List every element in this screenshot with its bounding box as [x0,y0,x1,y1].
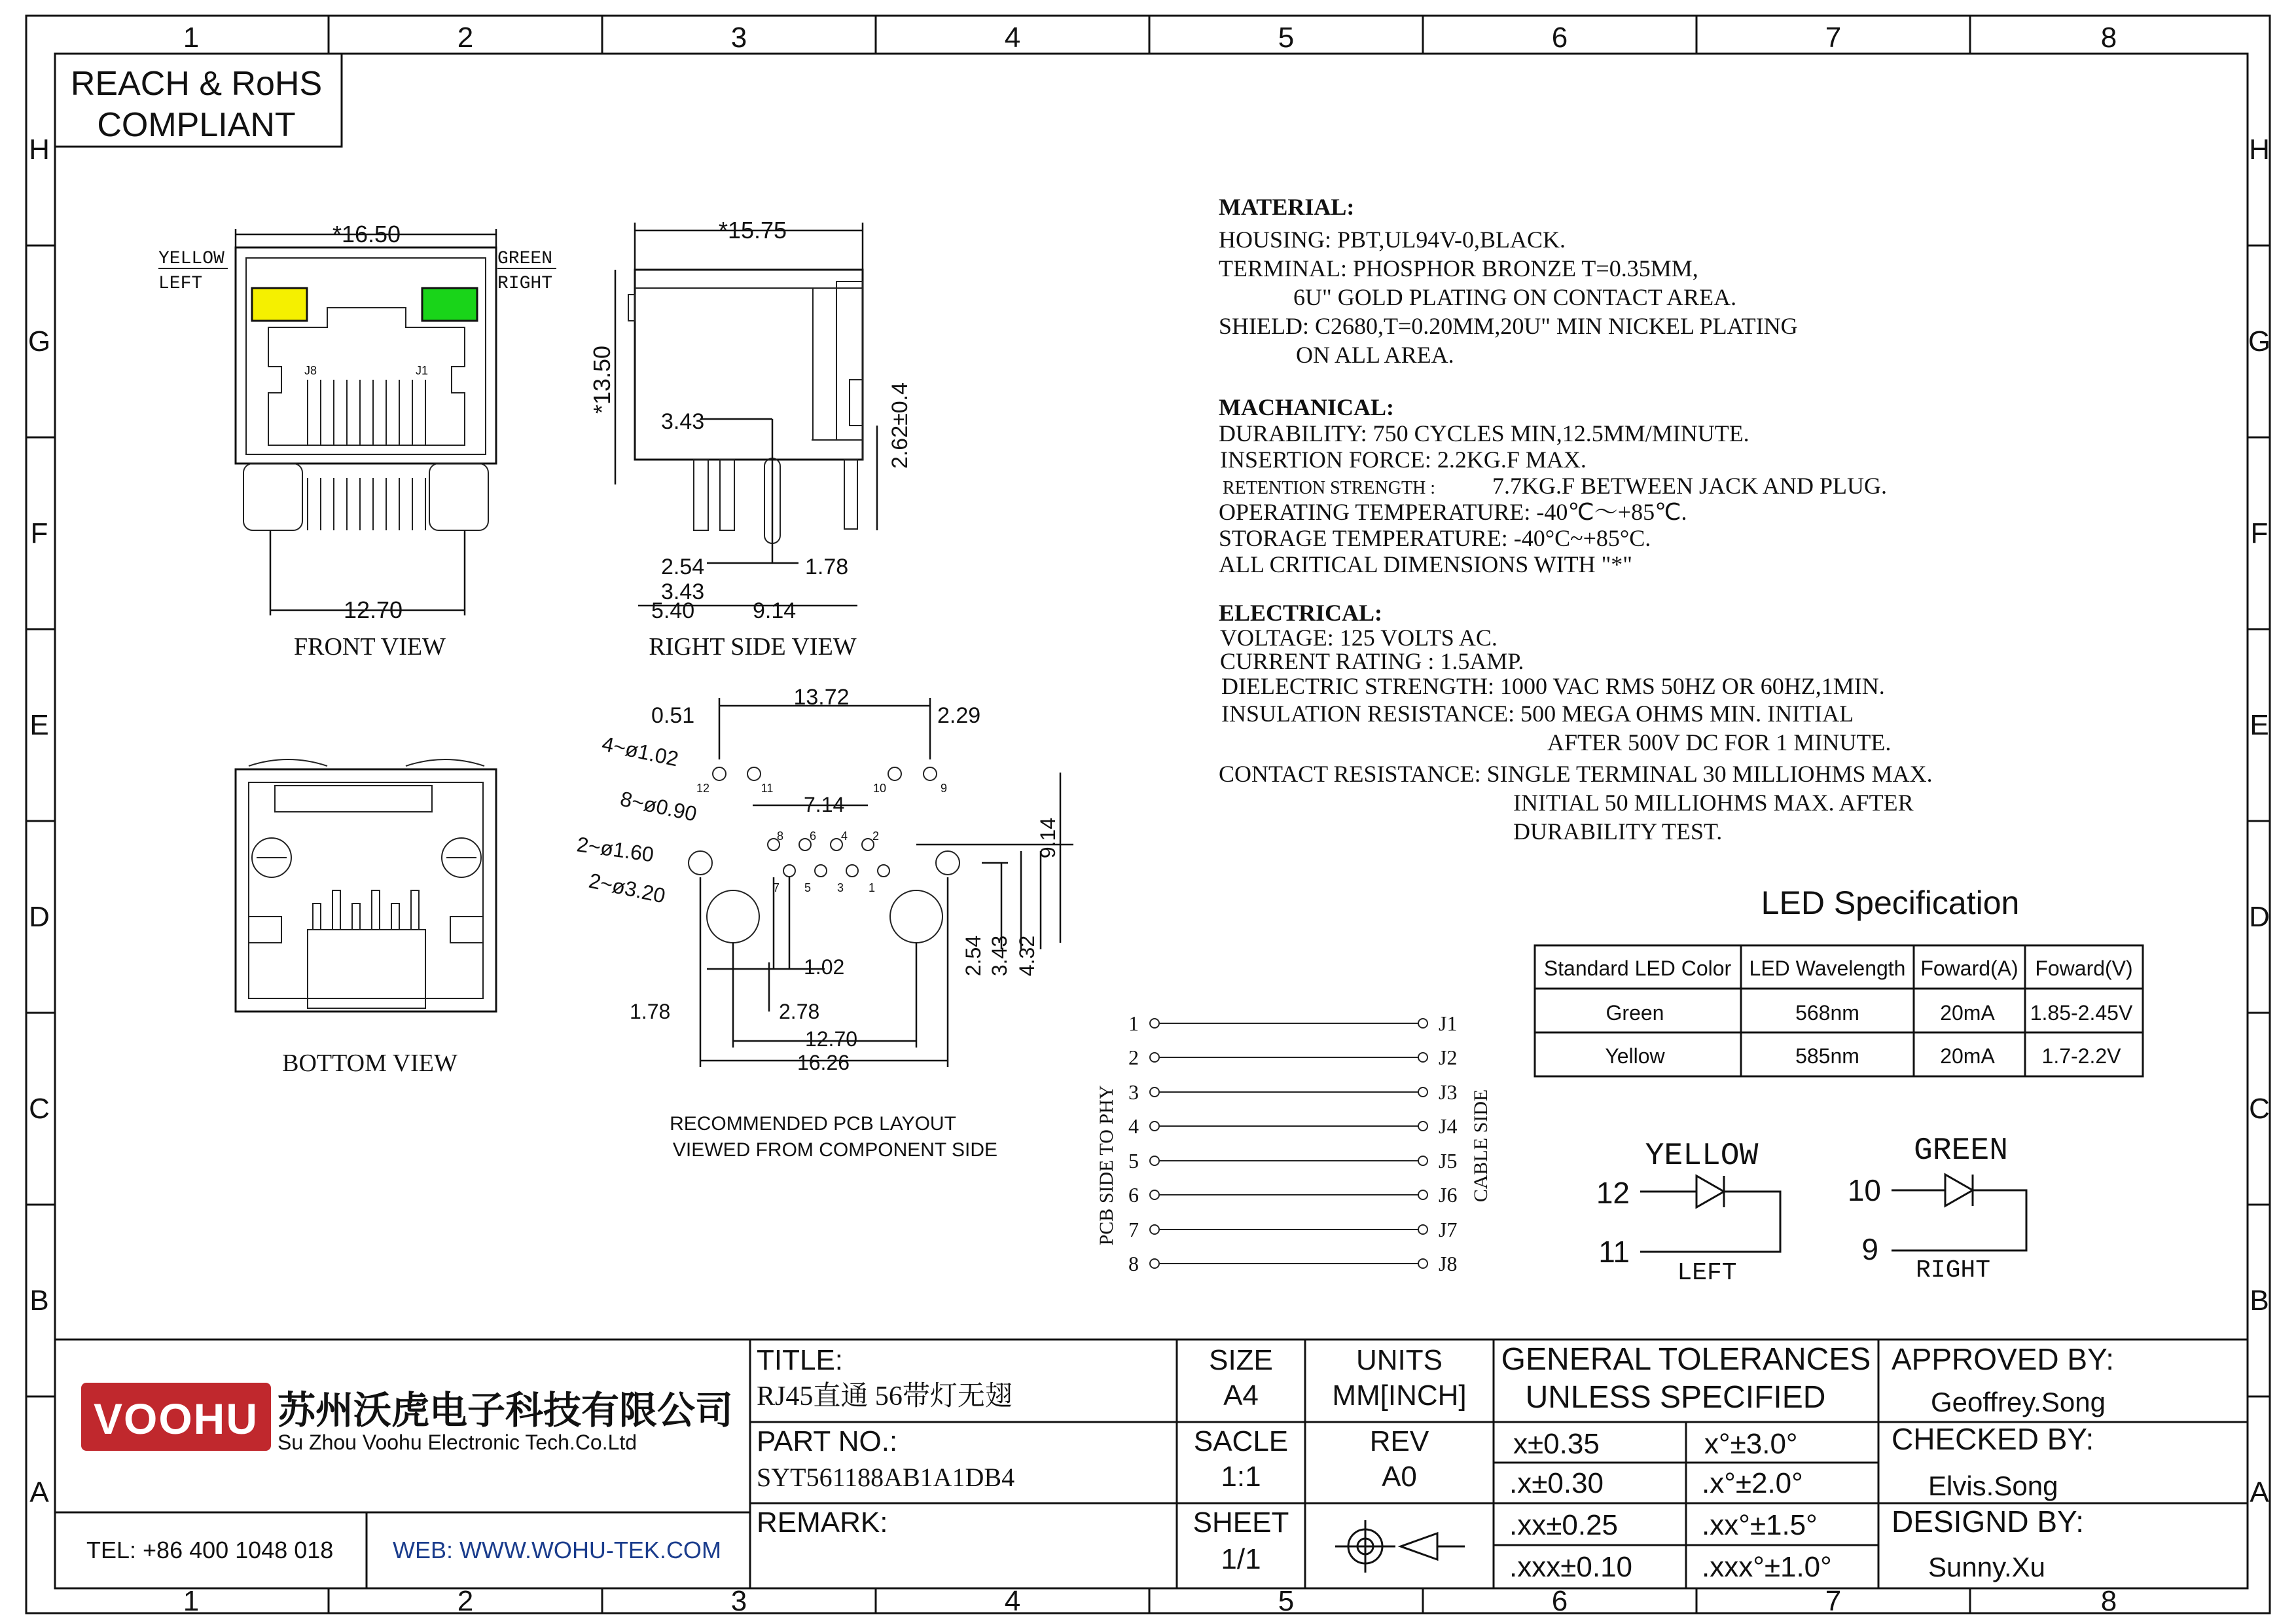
wire-left-pin: 3 [1128,1080,1139,1104]
sch-green-cathode: 9 [1861,1232,1878,1266]
pcb-title-line2: VIEWED FROM COMPONENT SIDE [672,1139,998,1161]
projection-symbol-icon [1335,1520,1465,1573]
col-label: 6 [1551,1585,1568,1617]
wire-left-pin: 7 [1128,1218,1139,1241]
col-label: 8 [2100,1585,2117,1617]
sch-green-anode: 10 [1847,1173,1881,1207]
title-block [55,1340,2248,1588]
electrical-line: CURRENT RATING : 1.5AMP. [1220,648,1524,674]
company-tel: TEL: +86 400 1048 018 [86,1537,334,1563]
material-heading: MATERIAL: [1219,194,1355,220]
compliance-line1: REACH & RoHS [70,65,323,103]
dim-102: 1.02 [804,955,845,979]
part-label: PART NO.: [757,1425,898,1457]
led-spec-title: LED Specification [1761,884,2020,921]
front-yellow-label: YELLOW [158,249,224,269]
pin-j1-label: J1 [416,364,429,377]
dim-offset: 2.62±0.4 [888,382,912,469]
pcb-pin-label: 3 [836,881,844,894]
mechanical-line: DURABILITY: 750 CYCLES MIN,12.5MM/MINUTE. [1219,420,1749,447]
wire-right-pin: J1 [1439,1012,1458,1035]
dim-depth: *15.75 [718,217,787,244]
electrical-heading: ELECTRICAL: [1219,600,1383,626]
pcb-pin-label: 2 [872,830,880,843]
row-ticks [26,246,2270,1396]
led-spec-table [1535,884,2143,1076]
bottom-view [236,759,496,1077]
col-label: 5 [1278,22,1295,54]
pcb-pin-label: 11 [761,782,774,795]
tolerance-head2: UNLESS SPECIFIED [1525,1380,1826,1415]
dim-540: 5.40 [651,598,695,623]
pcb-pin-label: 1 [868,881,876,894]
col-label: 3 [730,22,747,54]
pcb-pin-label: 8 [776,830,784,843]
mechanical-line: INSERTION FORCE: 2.2KG.F MAX. [1220,447,1587,473]
led-cell: Yellow [1605,1044,1665,1068]
mechanical-line: RETENTION STRENGTH : [1223,478,1436,498]
led-cell: 1.7-2.2V [2041,1044,2121,1068]
tol-linear: x±0.35 [1513,1428,1600,1460]
led-header: Foward(A) [1920,957,2018,980]
row-label: C [2249,1093,2270,1125]
dim-278-pcb: 2.78 [779,1000,820,1023]
approved-label: APPROVED BY: [1892,1342,2115,1376]
checked-label: CHECKED BY: [1892,1422,2094,1456]
wire-right-pin: J3 [1439,1080,1458,1104]
row-label: A [2250,1476,2269,1508]
col-label: 4 [1004,1585,1021,1617]
mechanical-line: STORAGE TEMPERATURE: -40°C~+85°C. [1219,525,1651,551]
row-label: G [27,325,51,357]
front-view-title: FRONT VIEW [294,633,446,661]
checked-value: Elvis.Song [1928,1470,2058,1501]
row-label: B [2250,1285,2269,1317]
led-cell: 585nm [1795,1044,1859,1068]
part-value: SYT561188AB1A1DB4 [757,1463,1015,1492]
wire-right-pin: J8 [1439,1252,1458,1275]
col-label: 4 [1004,22,1021,54]
pcb-title-line1: RECOMMENDED PCB LAYOUT [670,1113,956,1135]
front-left-label: LEFT [158,274,203,294]
sheet-value: 1/1 [1221,1543,1261,1575]
dim-914: 9.14 [753,598,797,623]
row-label: E [2250,709,2269,741]
col-label: 5 [1278,1585,1295,1617]
green-diode-icon [1892,1175,2026,1250]
dim-1372: 13.72 [793,685,850,710]
front-right-label: RIGHT [497,274,553,294]
row-label: A [29,1476,49,1508]
cable-side-label: CABLE SIDE [1470,1089,1492,1203]
led-cell: 568nm [1795,1001,1859,1025]
wire-right-pin: J7 [1439,1218,1458,1241]
led-header: Foward(V) [2035,957,2133,980]
tol-angular: .xxx°±1.0° [1702,1551,1832,1583]
row-label: F [2250,517,2269,549]
pcb-pin-label: 12 [696,782,710,795]
electrical-line: DIELECTRIC STRENGTH: 1000 VAC RMS 50HZ OR 60HZ,1MIN. [1221,673,1885,699]
tol-angular: x°±3.0° [1704,1428,1798,1460]
tol-linear: .x±0.30 [1509,1467,1604,1499]
dim-914-pcb: 9.14 [1036,817,1060,859]
pcb-pin-label: 7 [772,881,780,894]
pcb-pin-label: 6 [809,830,817,843]
tol-linear: .xx±0.25 [1509,1509,1619,1541]
sch-yellow-label: YELLOW [1645,1139,1759,1174]
dim-178-pcb: 1.78 [630,1000,671,1023]
pin-j8-label: J8 [304,364,317,377]
mechanical-line: OPERATING TEMPERATURE: -40℃～+85℃. [1219,499,1687,525]
logo-text: VOOHU [93,1395,259,1443]
dim-432-pcb: 4.32 [1015,935,1039,977]
tolerance-head1: GENERAL TOLERANCES [1501,1342,1871,1377]
dim-343-pcb: 3.43 [988,935,1011,977]
dim-width-front: *16.50 [332,221,401,247]
mechanical-line: 7.7KG.F BETWEEN JACK AND PLUG. [1492,473,1887,499]
electrical-line: VOLTAGE: 125 VOLTS AC. [1220,625,1498,651]
units-value: MM[INCH] [1332,1379,1467,1412]
dim-1626-pcb: 16.26 [797,1051,850,1074]
design-value: Sunny.Xu [1928,1552,2046,1582]
row-label: E [29,709,49,741]
pcb-layout [575,685,1073,1161]
electrical-line: AFTER 500V DC FOR 1 MINUTE. [1547,729,1892,756]
front-view [158,221,556,661]
electrical-line: INSULATION RESISTANCE: 500 MEGA OHMS MIN. INITIAL [1221,701,1854,727]
right-side-view [588,217,912,661]
sch-right-label: RIGHT [1915,1256,1991,1285]
title-label: TITLE: [757,1344,844,1376]
dim-343-top: 3.43 [661,409,705,434]
dim-714: 7.14 [804,793,845,816]
col-label: 1 [183,1585,200,1617]
dim-hole2a: 2~ø1.60 [575,832,656,867]
mechanical-heading: MACHANICAL: [1219,394,1394,420]
dim-hole4: 4~ø1.02 [600,731,681,771]
row-label: B [29,1285,49,1317]
dim-254-pcb: 2.54 [961,935,985,977]
row-label: C [29,1093,50,1125]
material-line: SHIELD: C2680,T=0.20MM,20U" MIN NICKEL PLATING [1219,313,1798,339]
row-label: H [29,134,50,166]
sheet-label: SHEET [1193,1506,1289,1539]
col-label: 2 [457,1585,474,1617]
led-cell: Green [1605,1001,1664,1025]
led-header: LED Wavelength [1749,957,1906,980]
compliance-box [55,54,342,147]
wiring-diagram [1096,1012,1492,1275]
bottom-view-title: BOTTOM VIEW [282,1049,457,1077]
yellow-diode-icon [1640,1176,1780,1252]
right-view-title: RIGHT SIDE VIEW [649,633,857,661]
scale-value: 1:1 [1221,1461,1261,1493]
material-line: TERMINAL: PHOSPHOR BRONZE T=0.35MM, [1219,255,1698,282]
design-label: DESIGND BY: [1892,1504,2084,1539]
wire-right-pin: J5 [1439,1149,1458,1173]
col-label: 7 [1825,22,1842,54]
electrical-line: DURABILITY TEST. [1513,818,1723,845]
approved-value: Geoffrey.Song [1931,1387,2106,1417]
wire-left-pin: 2 [1128,1046,1139,1069]
electrical-line: INITIAL 50 MILLIOHMS MAX. AFTER [1513,790,1914,816]
led-schematic [1596,1133,2026,1287]
dim-254: 2.54 [661,555,705,579]
company-web: WEB: WWW.WOHU-TEK.COM [393,1537,721,1563]
mechanical-line: ALL CRITICAL DIMENSIONS WITH "*" [1219,551,1633,577]
units-label: UNITS [1356,1344,1443,1376]
wire-left-pin: 5 [1128,1149,1139,1173]
company-cn: 苏州沃虎电子科技有限公司 [278,1389,734,1432]
size-value: A4 [1223,1379,1259,1412]
dim-hole8: 8~ø0.90 [618,786,699,826]
dim-343-bot: 3.43 [661,579,705,604]
row-label: D [2249,901,2270,933]
sch-green-label: GREEN [1913,1133,2009,1169]
row-label: D [29,901,50,933]
company-en: Su Zhou Voohu Electronic Tech.Co.Ltd [278,1431,637,1454]
material-line: HOUSING: PBT,UL94V-0,BLACK. [1219,227,1566,253]
wire-right-pin: J6 [1439,1183,1458,1207]
tol-angular: .xx°±1.5° [1702,1509,1818,1541]
wire-right-pin: J2 [1439,1046,1458,1069]
pcb-side-label: PCB SIDE TO PHY [1096,1085,1117,1246]
scale-label: SACLE [1193,1425,1289,1457]
col-label: 8 [2100,22,2117,54]
front-green-label: GREEN [497,249,553,269]
dim-1270-pcb: 12.70 [804,1027,858,1051]
rev-value: A0 [1382,1461,1417,1493]
electrical-line: CONTACT RESISTANCE: SINGLE TERMINAL 30 MILLIOHMS MAX. [1219,761,1933,787]
column-labels [183,22,2117,1617]
material-line: ON ALL AREA. [1296,342,1454,368]
col-label: 3 [730,1585,747,1617]
col-label: 2 [457,22,474,54]
led-cell: 20mA [1940,1044,1995,1068]
dim-051: 0.51 [651,703,695,728]
green-led-window [422,288,477,321]
wire-left-pin: 8 [1128,1252,1139,1275]
yellow-led-window [252,288,307,321]
row-label: F [30,517,48,549]
pcb-pin-label: 10 [872,782,887,795]
wire-left-pin: 1 [1128,1012,1139,1035]
spec-notes [1219,194,1933,845]
led-cell: 20mA [1940,1001,1995,1025]
dim-hole2b: 2~ø3.20 [586,868,668,908]
dim-178: 1.78 [805,555,849,579]
row-label: G [2248,325,2271,357]
tol-angular: .x°±2.0° [1702,1467,1803,1499]
col-label: 6 [1551,22,1568,54]
tol-linear: .xxx±0.10 [1509,1551,1633,1583]
dim-pitch-front: 12.70 [343,596,403,623]
led-cell: 1.85-2.45V [2030,1001,2133,1025]
size-label: SIZE [1209,1344,1273,1376]
pcb-pin-label: 4 [840,830,848,843]
col-label: 1 [183,22,200,54]
pcb-pin-label: 9 [940,782,948,795]
row-labels [28,134,2270,1508]
col-label: 7 [1825,1585,1842,1617]
wire-left-pin: 6 [1128,1183,1139,1207]
rev-label: REV [1369,1425,1429,1457]
dim-height: *13.50 [588,345,615,414]
pcb-pin-label: 5 [804,881,812,894]
compliance-line2: COMPLIANT [97,106,296,144]
dim-229: 2.29 [937,703,981,728]
wire-right-pin: J4 [1439,1114,1458,1138]
wire-left-pin: 4 [1128,1114,1139,1138]
sch-yellow-anode: 12 [1596,1176,1630,1210]
remark-label: REMARK: [757,1506,888,1539]
sch-left-label: LEFT [1677,1259,1737,1287]
material-line: 6U" GOLD PLATING ON CONTACT AREA. [1293,284,1737,310]
led-header: Standard LED Color [1543,957,1732,980]
sch-yellow-cathode: 11 [1598,1235,1630,1269]
title-value: RJ45直通 56带灯无翅 [757,1381,1013,1412]
row-label: H [2249,134,2270,166]
